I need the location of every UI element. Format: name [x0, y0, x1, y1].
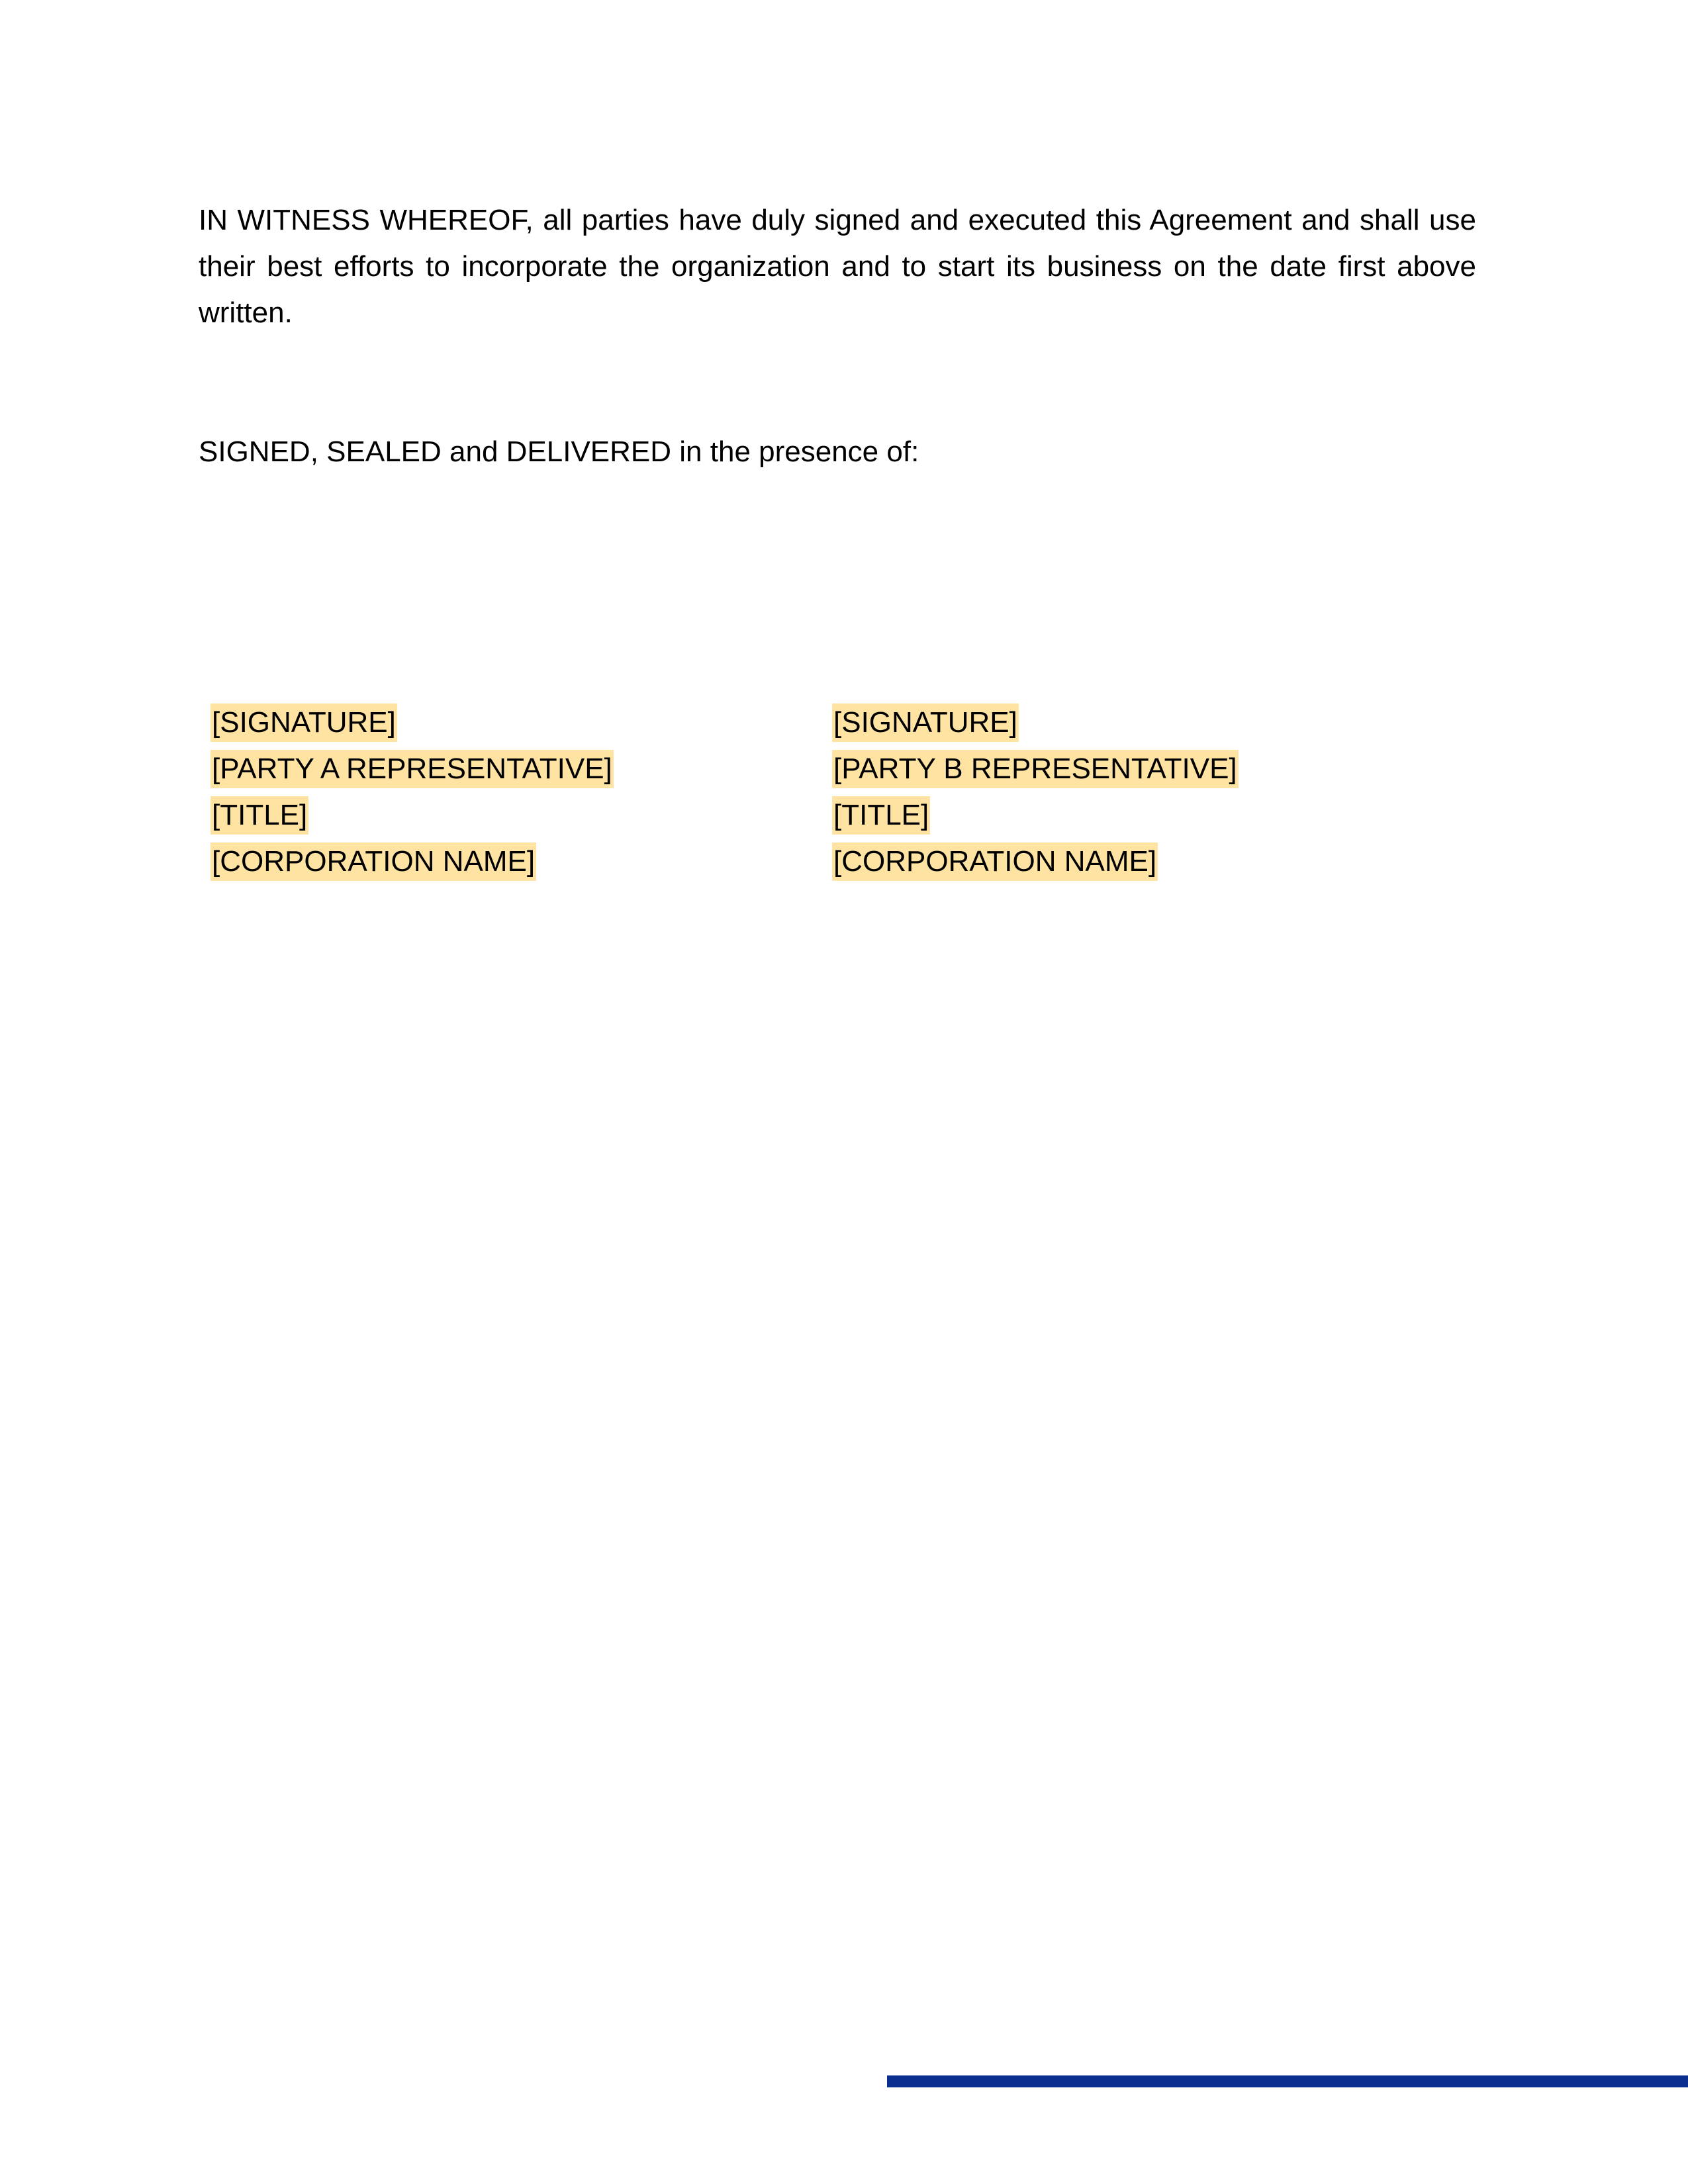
witness-paragraph: IN WITNESS WHEREOF, all parties have duly signed and executed this Agreement and shall use their best efforts to incorporate the organization and to start its business on the date first above written.	[199, 204, 1476, 329]
party-a-signature-block	[211, 704, 614, 889]
party-a-corporation-placeholder[interactable]: [CORPORATION NAME]	[211, 842, 536, 881]
party-b-signature-block	[832, 704, 1239, 889]
party-a-representative-placeholder[interactable]: [PARTY A REPRESENTATIVE]	[211, 750, 614, 788]
party-b-signature-placeholder[interactable]: [SIGNATURE]	[832, 704, 1019, 742]
party-b-corporation-placeholder[interactable]: [CORPORATION NAME]	[832, 842, 1158, 881]
footer-accent-bar	[887, 2075, 1688, 2087]
party-b-representative-placeholder[interactable]: [PARTY B REPRESENTATIVE]	[832, 750, 1239, 788]
signed-sealed-delivered-line: SIGNED, SEALED and DELIVERED in the presence of:	[199, 435, 919, 468]
party-a-signature-placeholder[interactable]: [SIGNATURE]	[211, 704, 397, 742]
party-a-title-placeholder[interactable]: [TITLE]	[211, 796, 308, 835]
party-b-title-placeholder[interactable]: [TITLE]	[832, 796, 930, 835]
